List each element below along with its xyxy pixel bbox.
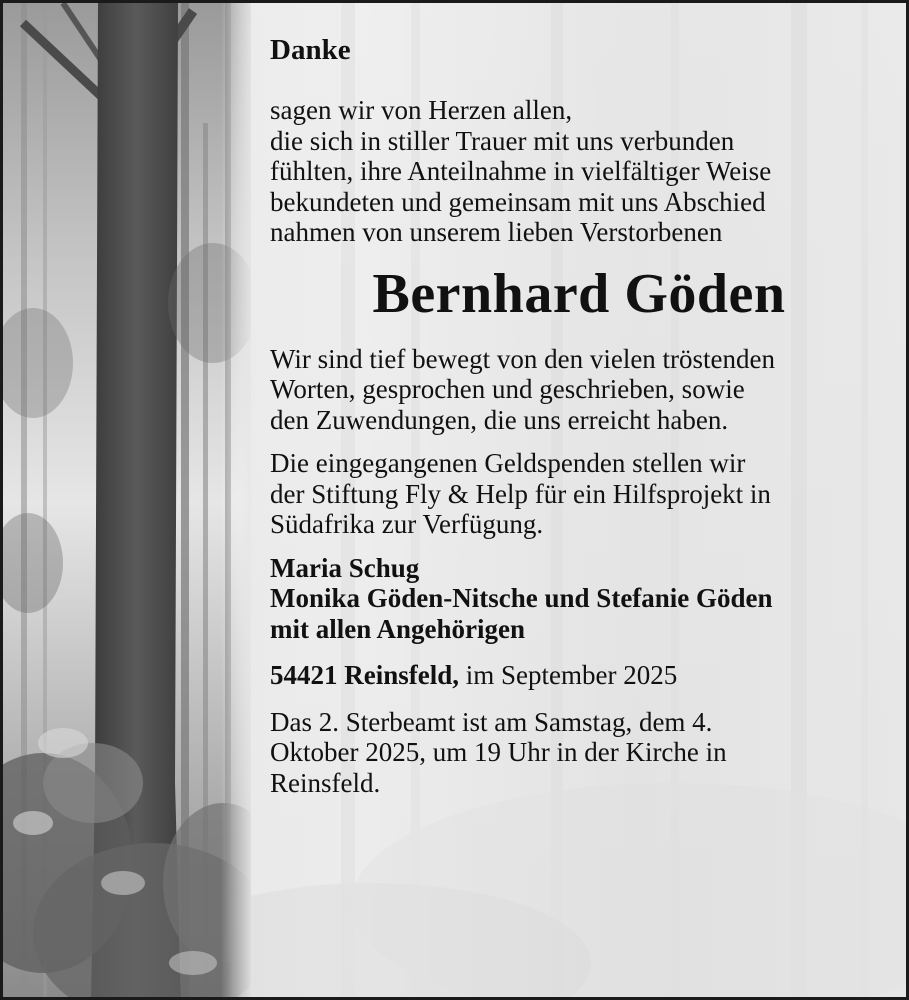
- paragraph2-line: der Stiftung Fly & Help für ein Hilfsprojekt in: [270, 478, 771, 509]
- location-month: im September 2025: [459, 660, 678, 690]
- intro-line: die sich in stiller Trauer mit uns verbunden: [270, 125, 735, 156]
- location-date: [270, 660, 900, 691]
- location-place: 54421 Reinsfeld,: [270, 660, 459, 690]
- paragraph1-line: Worten, gesprochen und geschrieben, sowie: [270, 374, 745, 404]
- signature-line: Maria Schug: [270, 552, 420, 583]
- intro-line: nahmen von unserem lieben Verstorbenen: [270, 217, 723, 247]
- notice-line: Das 2. Sterbeamt ist am Samstag, dem 4.: [270, 706, 713, 737]
- intro-line: fühlten, ihre Anteilnahme in vielfältiger Weise: [270, 156, 772, 186]
- paragraph2-line: Die eingegangenen Geldspenden stellen wir: [270, 448, 746, 478]
- paragraph2-line: Südafrika zur Verfügung.: [270, 509, 544, 539]
- heading-danke: Danke: [270, 34, 351, 66]
- forest-photo: [3, 3, 251, 1000]
- intro-line: bekundeten und gemeinsam mit uns Abschied: [270, 186, 766, 217]
- paragraph1-line: Wir sind tief bewegt von den vielen tröstenden: [270, 343, 776, 374]
- notice-line: Oktober 2025, um 19 Uhr in der Kirche in: [270, 737, 727, 767]
- signature-line: mit allen Angehörigen: [270, 613, 525, 644]
- deceased-name: Bernhard Göden: [372, 262, 786, 325]
- notice-line: Reinsfeld.: [270, 767, 381, 798]
- paragraph1-line: den Zuwendungen, die uns erreicht haben.: [270, 404, 729, 435]
- intro-line: sagen wir von Herzen allen,: [270, 95, 573, 125]
- obituary-text: [270, 33, 900, 798]
- signature-line: Monika Göden-Nitsche und Stefanie Göden: [270, 583, 773, 613]
